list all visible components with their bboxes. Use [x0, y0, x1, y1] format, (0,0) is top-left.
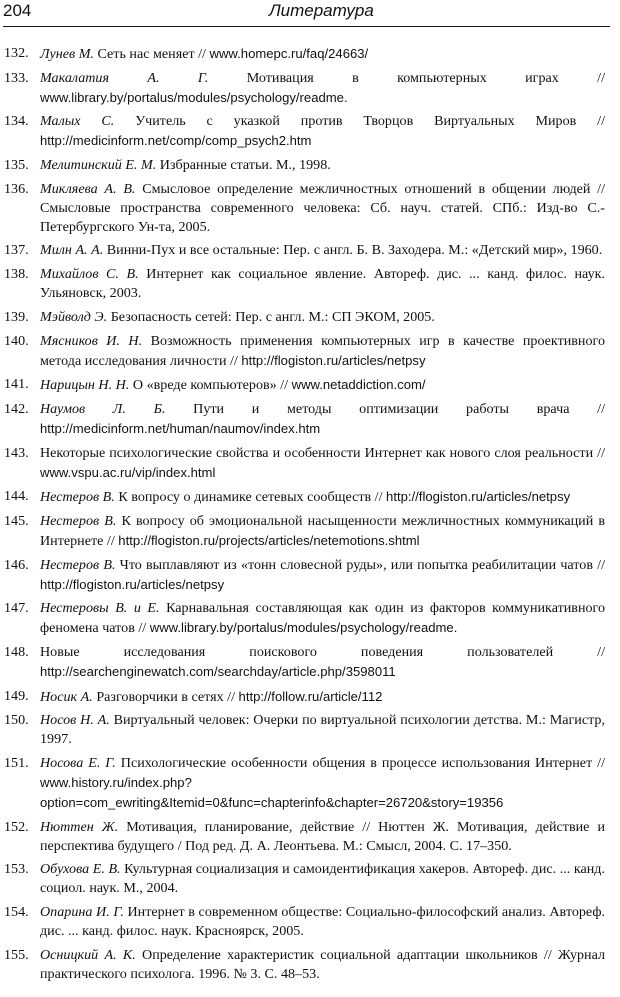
entry-text: Психологические особенности общения в процессе использования Интернет // [120, 755, 605, 772]
entry-text: Учитель с указкой против Творцов Виртуальных Миров // [135, 113, 605, 130]
bibliography-entry [0, 860, 605, 898]
bibliography-entry [0, 308, 605, 327]
entry-number: 143. [4, 444, 29, 461]
entry-url: http://flogiston.ru/articles/netpsy [386, 489, 571, 505]
bibliography-entry [0, 265, 605, 303]
entry-text: Некоторые психологические свойства и особенности Интернет как нового слоя реальности // [40, 444, 605, 461]
entry-author: Нестеровы В. и Е. [40, 600, 160, 617]
bibliography-entry [0, 599, 605, 638]
bibliography-entry [0, 69, 605, 108]
bibliography-entry [0, 818, 605, 856]
entry-number: 150. [4, 712, 29, 729]
entry-text: Карнавальная составляющая как один из факторов коммуникативного феномена чатов // [40, 600, 606, 637]
entry-text: О «вреде компьютеров» // [132, 377, 289, 394]
entry-author: Лунев М. [40, 46, 94, 62]
entry-number: 135. [4, 157, 29, 174]
entry-number: 148. [4, 644, 29, 660]
entry-number: 145. [4, 512, 29, 529]
bibliography-entry [0, 241, 605, 260]
entry-url: http://flogiston.ru/articles/netpsy [40, 576, 225, 592]
entry-author: Малых С. [40, 113, 115, 130]
entry-author: Нестеров В. [40, 556, 116, 573]
bibliography-entry [0, 946, 605, 984]
bibliography-entry [0, 332, 605, 371]
entry-author: Наумов Л. Б. [40, 400, 166, 417]
entry-text: Интернет в современном обществе: Социально-философский анализ. Автореф. дис. ... канд. филос. наук. Красноярск, 2005. [40, 904, 605, 940]
entry-author: Нарицын Н. Н. [40, 377, 130, 394]
entry-author: Мясников И. Н. [40, 332, 143, 349]
entry-author: Макалатия А. Г. [40, 69, 209, 86]
entry-url: www.history.ru/index.php?option=com_ewriting&Itemid=0&func=chapterinfo&chapter=26720&story=19356 [40, 775, 504, 811]
entry-number: 149. [4, 687, 29, 704]
bibliography-entry [0, 687, 605, 707]
entry-author: Нюттен Ж. [40, 818, 119, 835]
page-number: 204 [3, 1, 32, 20]
entry-author: Носов Н. А. [40, 712, 110, 729]
entry-author: Носова Е. Г. [40, 755, 116, 772]
entry-author: Обухова Е. В. [40, 861, 121, 878]
entry-url: http://medicinform.net/comp/comp_psych2.htm [40, 133, 312, 149]
entry-text: Определение характеристик социальной адаптации школьников // Журнал практического психолога. 1996. № 3. С. 48–53. [40, 946, 605, 982]
entry-number: 144. [4, 488, 29, 505]
entry-number: 136. [4, 180, 29, 197]
entry-url: www.vspu.ac.ru/vip/index.html [40, 464, 216, 480]
entry-text: Культурная социализация и самоидентификация хакеров. Автореф. дис. ... канд. социол. наук. М., 2004. [40, 861, 605, 897]
bibliography-entry [0, 180, 605, 237]
entry-number: 153. [4, 861, 29, 878]
entry-number: 155. [4, 946, 29, 963]
bibliography-list [0, 44, 620, 989]
entry-text: Смысловое определение межличностных отношений в общении людей // Смысловые пространства современного человека: Сб. науч. статей. СПб.: Изд-во С.-Петербургского Ун-та, 2005. [40, 180, 606, 235]
entry-text: Сеть нас меняет // [97, 46, 206, 62]
entry-author: Мэйволд Э. [40, 308, 108, 325]
entry-text: Избранные статьи. М., 1998. [159, 157, 331, 174]
entry-number: 138. [4, 266, 29, 283]
running-title: Литература [269, 1, 374, 20]
entry-text: Мотивация, планирование, действие // Нюттен Ж. Мотивация, действие и перспектива будущего / Под ред. Д. А. Леонтьева. М.: Смысл, 2004. С. 17–350. [40, 818, 605, 854]
entry-number: 133. [4, 69, 29, 86]
bibliography-entry [0, 754, 605, 813]
bibliography-entry [0, 112, 605, 151]
entry-url: www.homepc.ru/faq/24663/ [209, 46, 369, 61]
bibliography-entry [0, 487, 605, 507]
bibliography-entry [0, 400, 605, 439]
entry-url: www.library.by/portalus/modules/psychology/readme. [149, 620, 458, 636]
entry-text: Интернет как социальное явление. Автореф. дис. ... канд. филос. наук. Ульяновск, 2003. [40, 266, 605, 302]
entry-author: Носик А. [40, 688, 93, 705]
page-header [3, 0, 610, 27]
entry-number: 137. [4, 242, 29, 259]
entry-text: Мотивация в компьютерных играх // [246, 69, 605, 86]
entry-author: Нестеров В. [40, 489, 115, 506]
entry-number: 147. [4, 600, 29, 617]
entry-author: Михайлов С. В. [40, 266, 139, 283]
bibliography-entry [0, 375, 605, 395]
entry-author: Микляева А. В. [40, 180, 136, 197]
bibliography-entry [0, 44, 605, 64]
entry-number: 140. [4, 332, 29, 349]
entry-text: Винни-Пух и все остальные: Пер. с англ. Б. В. Заходера. М.: «Детский мир», 1960. [106, 242, 603, 259]
entry-author: Мелитинский Е. М. [40, 157, 157, 174]
bibliography-entry [0, 903, 605, 941]
entry-text: Безопасность сетей: Пер. с англ. М.: СП ЭКОМ, 2005. [110, 308, 435, 325]
entry-url: http://medicinform.net/human/naumov/index.htm [40, 420, 321, 436]
bibliography-entry [0, 156, 605, 175]
entry-author: Милн А. А. [40, 242, 104, 259]
entry-number: 139. [4, 308, 29, 325]
entry-text: Пути и методы оптимизации работы врача // [193, 400, 605, 417]
entry-text: Виртуальный человек: Очерки по виртуальной психологии детства. М.: Магистр, 1997. [40, 712, 605, 748]
entry-number: 151. [4, 755, 29, 772]
entry-text: К вопросу об эмоциональной насыщенности межличностных коммуникаций в Интернете // [40, 512, 606, 549]
bibliography-entry [0, 444, 605, 483]
entry-number: 154. [4, 904, 29, 921]
bibliography-entry [0, 512, 605, 551]
entry-author: Нестеров В. [40, 512, 117, 529]
entry-number: 132. [4, 45, 29, 61]
entry-number: 146. [4, 556, 29, 573]
entry-author: Опарина И. Г. [40, 904, 124, 921]
entry-text: К вопросу о динамике сетевых сообществ // [118, 489, 383, 506]
bibliography-entry [0, 556, 605, 595]
bibliography-entry [0, 643, 605, 682]
entry-url: www.netaddiction.com/ [291, 377, 426, 393]
entry-number: 141. [4, 376, 29, 393]
entry-number: 142. [4, 400, 29, 417]
entry-text: Разговорчики в сетях // [96, 688, 236, 705]
entry-text: Новые исследования поискового поведения пользователей // [40, 644, 605, 660]
entry-text: Что выплавляют из «тонн словесной руды», или попытка реабилитации чатов // [119, 556, 605, 573]
entry-author: Осницкий А. К. [40, 946, 136, 963]
entry-number: 152. [4, 818, 29, 835]
entry-number: 134. [4, 113, 29, 130]
entry-url: www.library.by/portalus/modules/psychology/readme. [40, 89, 348, 105]
entry-url: http://searchenginewatch.com/searchday/article.php/3598011 [40, 664, 396, 679]
entry-url: http://follow.ru/article/112 [238, 688, 383, 704]
entry-url: http://flogiston.ru/projects/articles/netemotions.shtml [118, 532, 420, 548]
bibliography-entry [0, 711, 605, 749]
entry-url: http://flogiston.ru/articles/netpsy [241, 352, 426, 368]
entry-text: Возможность применения компьютерных игр в качестве проективного метода исследования личности // [40, 332, 605, 369]
